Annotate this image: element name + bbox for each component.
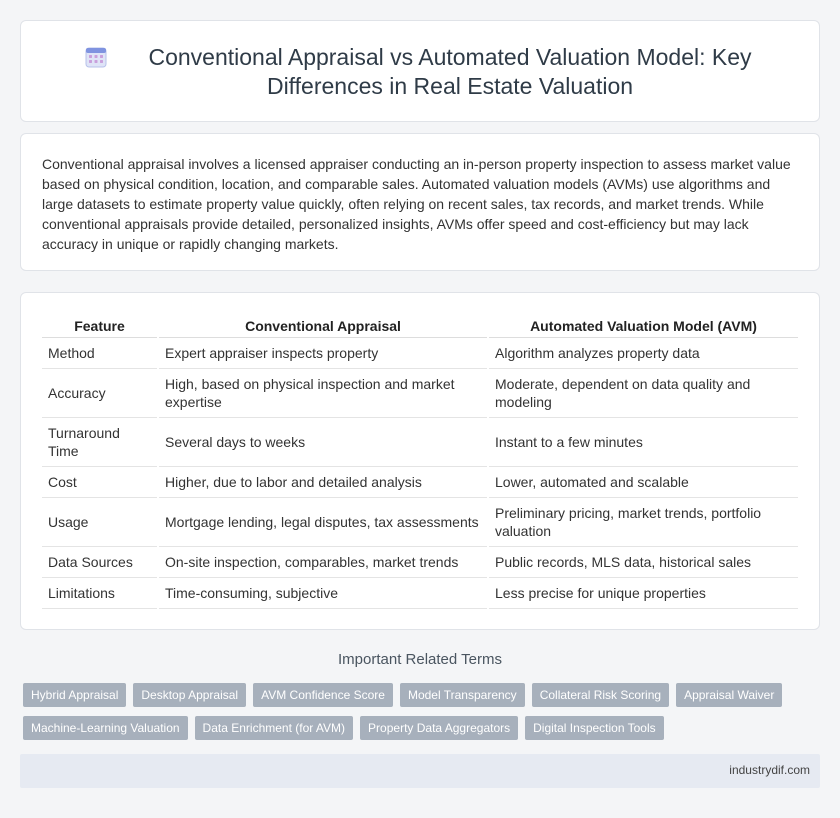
feature-cell: Usage <box>42 497 158 546</box>
tag-property-data-aggregators[interactable]: Property Data Aggregators <box>360 716 518 740</box>
avm-cell: Moderate, dependent on data quality and modeling <box>488 368 798 417</box>
table-row <box>42 577 798 608</box>
tag-row <box>23 683 823 707</box>
table-row <box>42 466 798 497</box>
table-row <box>42 497 798 546</box>
intro-paragraph: Conventional appraisal involves a licensed appraiser conducting an in-person property inspection to assess market value based on physical condition, location, and comparable sales. Automated valuation models (AVMs) use algorithms and large datasets to estimate property value quickly, often relying on recent sales, tax records, and market trends. While conventional appraisals provide detailed, personalized insights, AVMs offer speed and cost-efficiency but may lack accuracy in unique or rapidly changing markets. <box>42 156 791 252</box>
feature-cell: Cost <box>42 466 158 497</box>
feature-cell: Limitations <box>42 577 158 608</box>
tag-digital-inspection-tools[interactable]: Digital Inspection Tools <box>525 716 664 740</box>
page-title: Conventional Appraisal vs Automated Valuation Model: Key Differences in Real Estate Valuation <box>148 44 752 99</box>
tag-data-enrichment[interactable]: Data Enrichment (for AVM) <box>195 716 354 740</box>
feature-cell: Turnaround Time <box>42 417 158 466</box>
feature-cell: Method <box>42 337 158 368</box>
avm-cell: Public records, MLS data, historical sales <box>488 546 798 577</box>
title-card <box>20 20 820 122</box>
feature-cell: Accuracy <box>42 368 158 417</box>
intro-card <box>20 133 820 271</box>
avm-cell: Less precise for unique properties <box>488 577 798 608</box>
related-tags <box>23 683 823 749</box>
table-row <box>42 546 798 577</box>
comparison-table <box>42 315 798 609</box>
conventional-cell: Time-consuming, subjective <box>158 577 488 608</box>
tag-hybrid-appraisal[interactable]: Hybrid Appraisal <box>23 683 126 707</box>
header-avm: Automated Valuation Model (AVM) <box>488 315 798 337</box>
footer-site[interactable]: industrydif.com <box>729 763 810 777</box>
related-terms-title: Important Related Terms <box>338 651 502 668</box>
conventional-cell: Several days to weeks <box>158 417 488 466</box>
header-feature: Feature <box>42 315 158 337</box>
tag-appraisal-waiver[interactable]: Appraisal Waiver <box>676 683 782 707</box>
feature-cell: Data Sources <box>42 546 158 577</box>
conventional-cell: On-site inspection, comparables, market trends <box>158 546 488 577</box>
conventional-cell: High, based on physical inspection and market expertise <box>158 368 488 417</box>
tag-model-transparency[interactable]: Model Transparency <box>400 683 525 707</box>
tag-avm-confidence-score[interactable]: AVM Confidence Score <box>253 683 393 707</box>
conventional-cell: Mortgage lending, legal disputes, tax assessments <box>158 497 488 546</box>
comparison-card <box>20 292 820 630</box>
avm-cell: Instant to a few minutes <box>488 417 798 466</box>
conventional-cell: Higher, due to labor and detailed analysis <box>158 466 488 497</box>
table-row <box>42 417 798 466</box>
table-header-row <box>42 315 798 337</box>
avm-cell: Lower, automated and scalable <box>488 466 798 497</box>
table-row <box>42 368 798 417</box>
tag-machine-learning-valuation[interactable]: Machine-Learning Valuation <box>23 716 188 740</box>
tag-row <box>23 716 823 740</box>
footer <box>20 754 820 788</box>
tag-desktop-appraisal[interactable]: Desktop Appraisal <box>133 683 246 707</box>
avm-cell: Algorithm analyzes property data <box>488 337 798 368</box>
table-row <box>42 337 798 368</box>
tag-collateral-risk-scoring[interactable]: Collateral Risk Scoring <box>532 683 669 707</box>
header-conventional: Conventional Appraisal <box>158 315 488 337</box>
conventional-cell: Expert appraiser inspects property <box>158 337 488 368</box>
avm-cell: Preliminary pricing, market trends, portfolio valuation <box>488 497 798 546</box>
